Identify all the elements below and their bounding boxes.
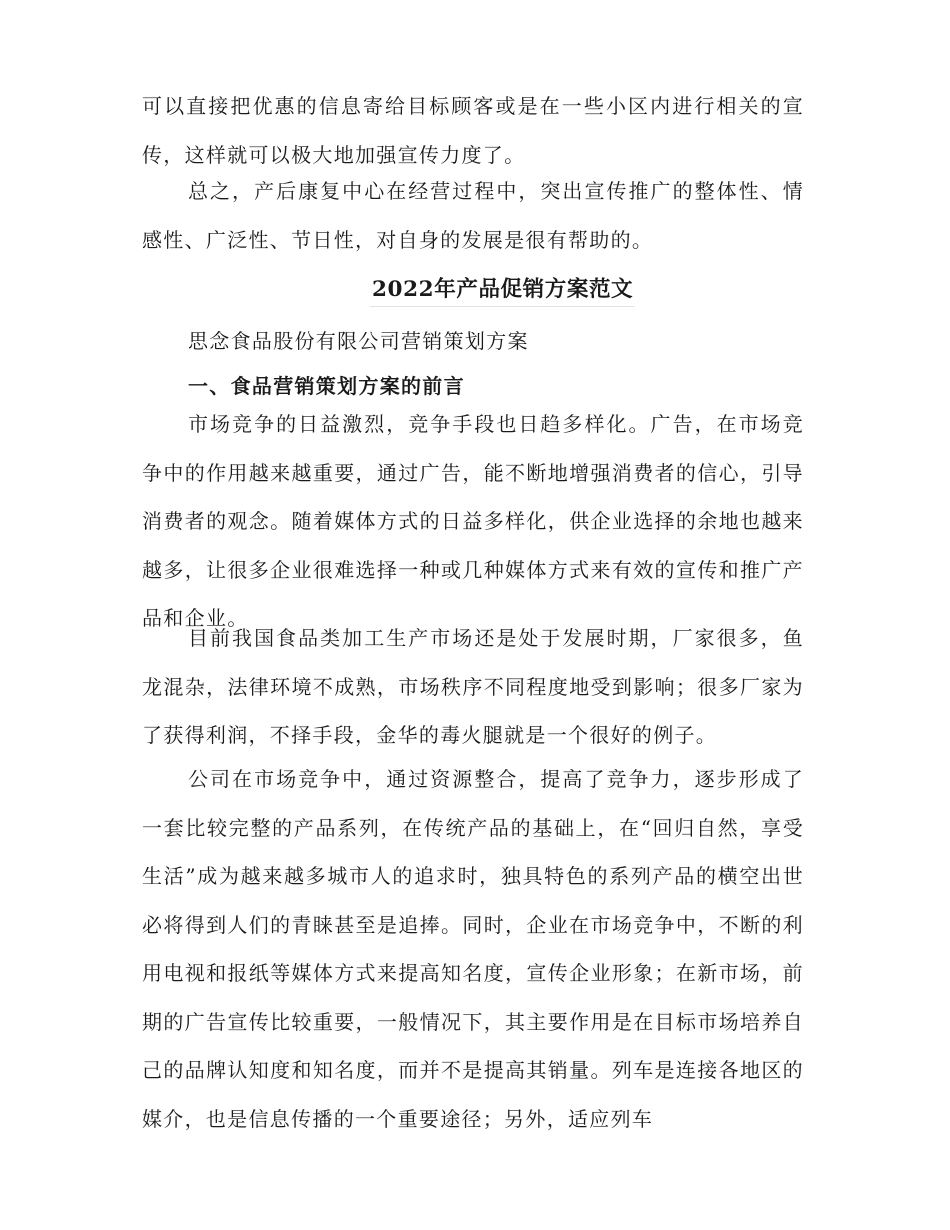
body-paragraph-1: 市场竞争的日益激烈，竞争手段也日趋多样化。广告，在市场竞争中的作用越来越重要，通过广告，能不断地增强消费者的信心，引导消费者的观念。随着媒体方式的日益多样化，供企业选择的余地也越来越多，让很多企业很难选择一种或几种媒体方式来有效的宣传和推广产品和企业。 xyxy=(142,412,804,630)
section-heading: 一、食品营销策划方案的前言 xyxy=(188,374,465,398)
intro-paragraph-2: 总之，产后康复中心在经营过程中，突出宣传推广的整体性、情感性、广泛性、节日性，对自身的发展是很有帮助的。 xyxy=(142,179,804,252)
document-subtitle: 思念食品股份有限公司营销策划方案 xyxy=(188,329,529,353)
intro-paragraph-1: 可以直接把优惠的信息寄给目标顾客或是在一些小区内进行相关的宣传，这样就可以极大地加强宣传力度了。 xyxy=(142,94,804,167)
body-paragraph-3: 公司在市场竞争中，通过资源整合，提高了竞争力，逐步形成了一套比较完整的产品系列，在传统产品的基础上，在“回归自然，享受生活”成为越来越多城市人的追求时，独具特色的系列产品的横空出世必将得到人们的青睐甚至是追捧。同时，企业在市场竞争中，不断的利用电视和报纸等媒体方式来提高知名度，宣传企业形象；在新市场，前期的广告宣传比较重要，一般情况下，其主要作用是在目标市场培养自己的品牌认知度和知名度，而并不是提高其销量。列车是连接各地区的媒介，也是信息传播的一个重要途径；另外，适应列车 xyxy=(142,767,804,1131)
body-paragraph-2: 目前我国食品类加工生产市场还是处于发展时期，厂家很多，鱼龙混杂，法律环境不成熟，市场秩序不同程度地受到影响；很多厂家为了获得利润，不择手段，金华的毒火腿就是一个很好的例子。 xyxy=(142,626,804,747)
document-title: 2022年产品促销方案范文 xyxy=(370,272,635,307)
